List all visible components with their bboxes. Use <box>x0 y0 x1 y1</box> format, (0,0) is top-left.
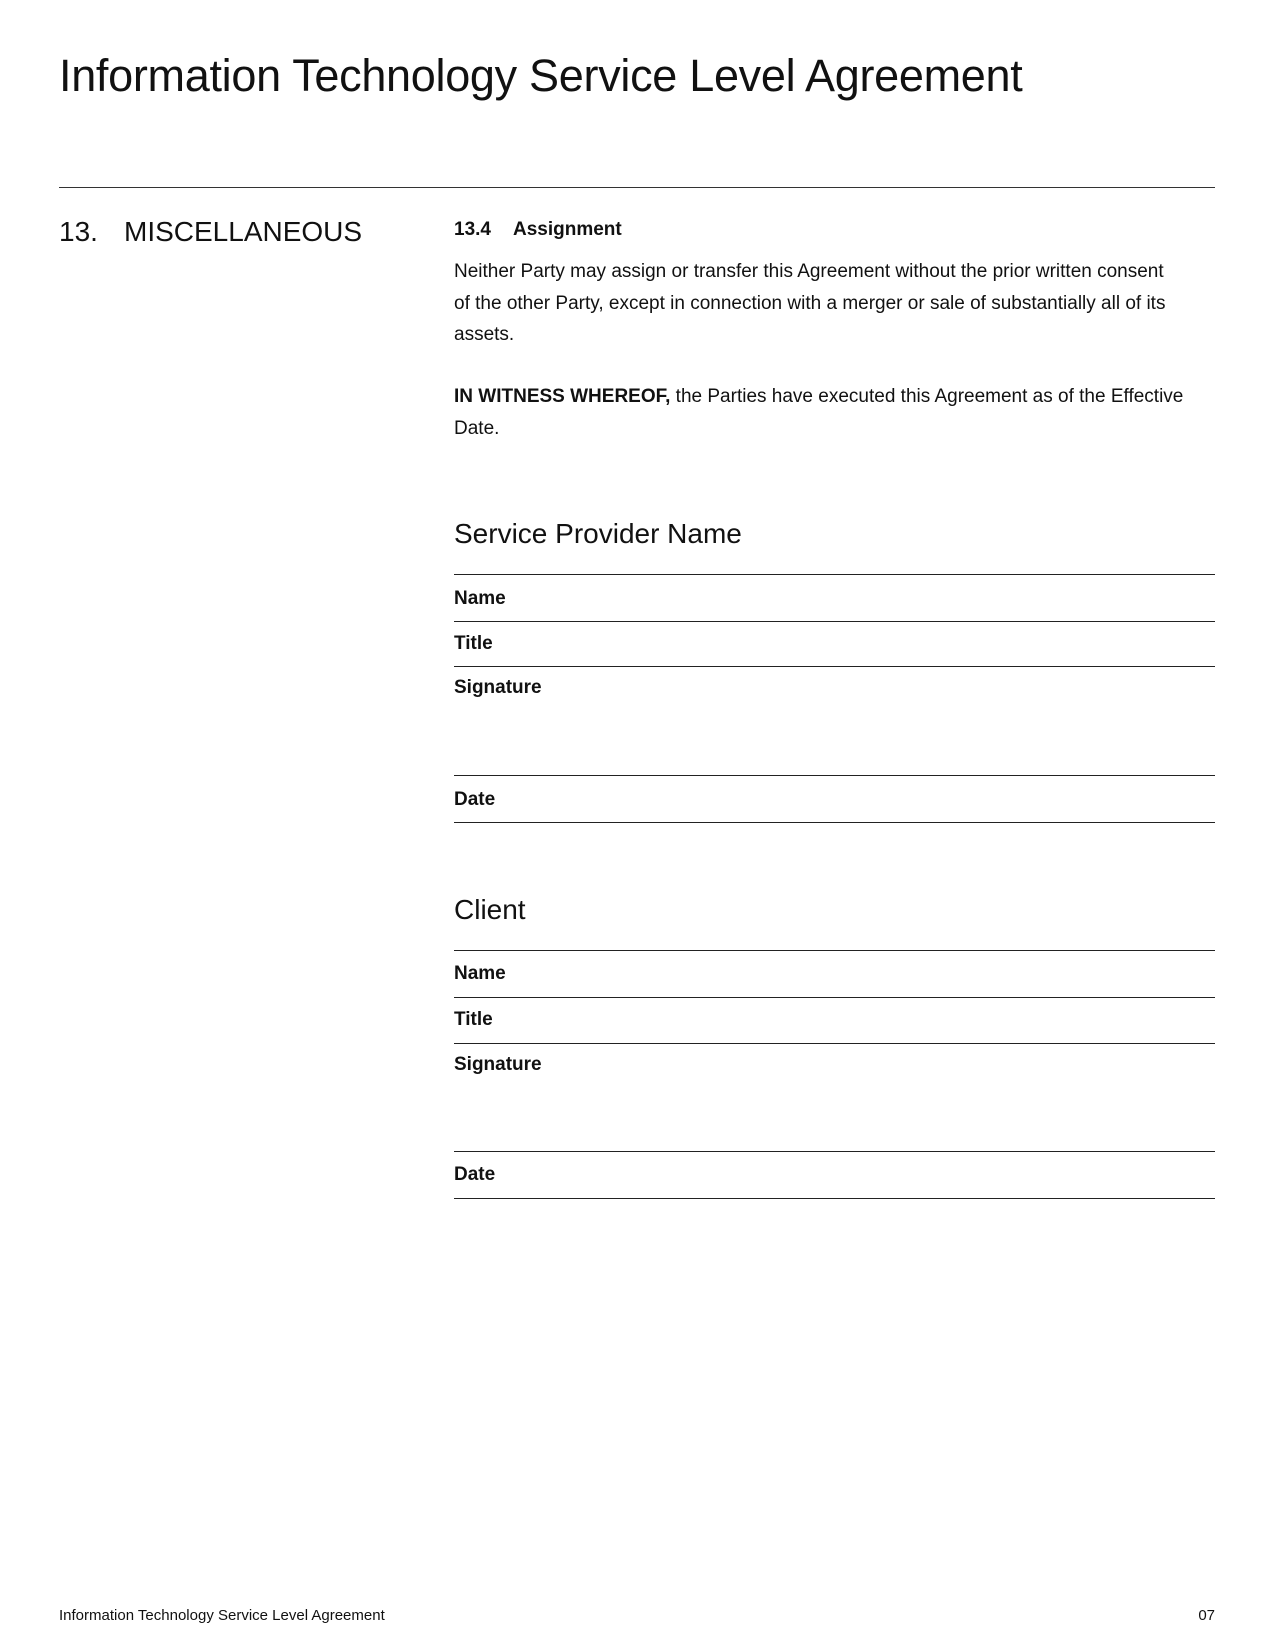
subsection-number: 13.4 <box>454 219 491 240</box>
section-heading <box>59 215 362 249</box>
client-signature-field[interactable]: Signature <box>454 1054 542 1075</box>
client-title-field[interactable]: Title <box>454 1009 493 1030</box>
client-date-field[interactable]: Date <box>454 1164 496 1185</box>
subsection-title: Assignment <box>513 219 622 240</box>
party-heading-provider: Service Provider Name <box>454 518 742 549</box>
page-number: 07 <box>1198 1607 1215 1624</box>
provider-title-field[interactable]: Title <box>454 633 493 654</box>
divider <box>454 1198 1215 1199</box>
provider-name-field[interactable]: Name <box>454 588 506 609</box>
witness-paragraph <box>454 381 1184 444</box>
party-heading-client: Client <box>454 894 526 925</box>
section-number: 13. <box>59 216 98 247</box>
divider <box>454 950 1215 951</box>
header-divider <box>59 187 1215 188</box>
subsection-heading <box>454 218 622 242</box>
divider <box>454 997 1215 998</box>
section-title: MISCELLANEOUS <box>124 216 363 247</box>
divider <box>454 621 1215 622</box>
divider <box>454 666 1215 667</box>
divider <box>454 1151 1215 1152</box>
assignment-paragraph: Neither Party may assign or transfer this Agreement without the prior written consent of the other Party, except in connection with a merger or sale of substantially all of its assets. <box>454 261 1166 345</box>
divider <box>454 775 1215 776</box>
witness-text: the Parties have executed this Agreement as of the Effective Date. <box>454 386 1184 439</box>
divider <box>454 574 1215 575</box>
divider <box>454 1043 1215 1044</box>
client-name-field[interactable]: Name <box>454 963 506 984</box>
witness-bold: IN WITNESS WHEREOF, <box>454 386 671 407</box>
divider <box>454 822 1215 823</box>
footer-title: Information Technology Service Level Agreement <box>59 1607 385 1624</box>
provider-signature-field[interactable]: Signature <box>454 677 542 698</box>
page-title: Information Technology Service Level Agreement <box>59 50 1023 101</box>
provider-date-field[interactable]: Date <box>454 789 496 810</box>
